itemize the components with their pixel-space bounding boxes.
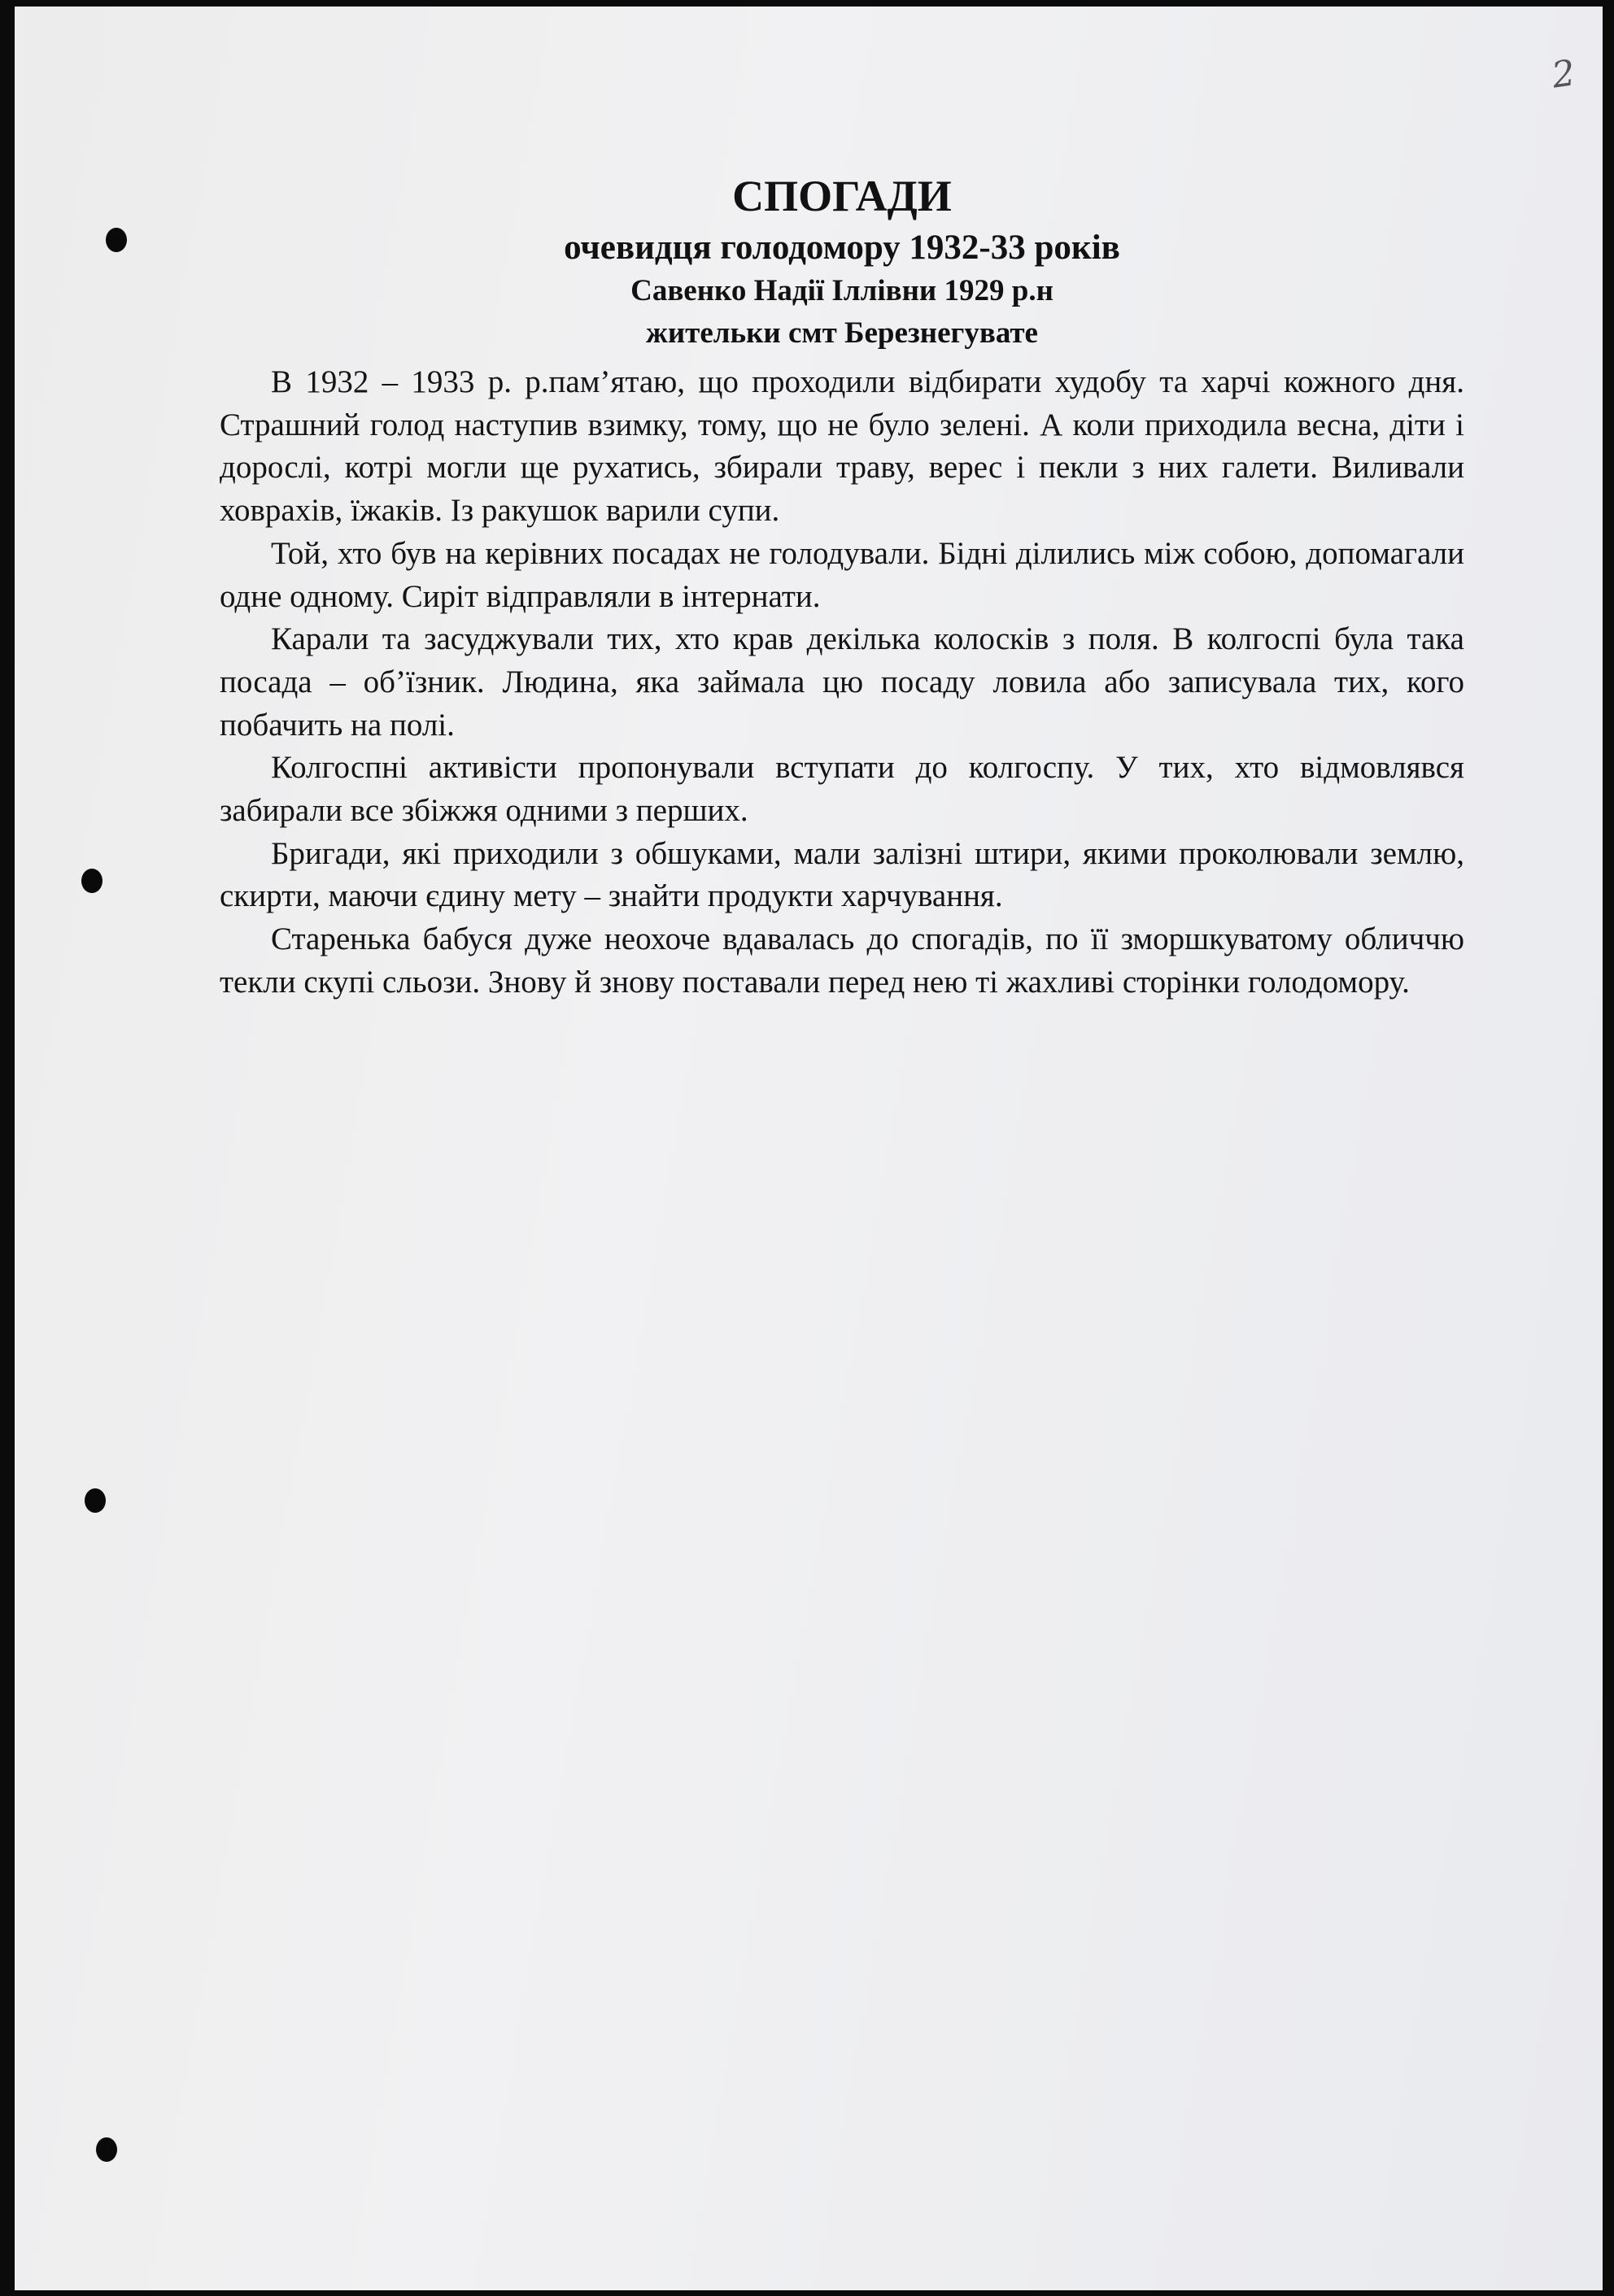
paragraph: Карали та засуджували тих, хто крав декілька колосків з поля. В колгоспі була така посада – об’їзник. Людина, яка займала цю посаду ловила або записувала тих, кого побачить на полі. — [220, 621, 1464, 743]
paragraph: Той, хто був на керівних посадах не голодували. Бідні ділились між собою, допомагали одне одному. Сиріт відправляли в інтернати. — [220, 535, 1464, 614]
document-body — [220, 361, 1464, 1004]
document-subtitle: очевидця голодомору 1932-33 років — [564, 229, 1120, 267]
paragraph: Бригади, які приходили з обшуками, мали залізні штири, якими проколювали землю, скирти, маючи єдину мету – знайти продукти харчування. — [220, 835, 1464, 914]
witness-name: Савенко Надії Іллівни 1929 р.н — [630, 274, 1053, 307]
paragraph: Старенька бабуся дуже неохоче вдавалась до спогадів, по її зморшкуватому обличчю текли скупі сльози. Знову й знову поставали перед нею ті жахливі сторінки голодомору. — [220, 921, 1464, 1000]
punch-hole — [96, 2137, 117, 2162]
punch-hole — [85, 1488, 106, 1513]
paragraph: Колгоспні активісти пропонували вступати до колгоспу. У тих, хто відмовлявся забирали все збіжжя одними з перших. — [220, 750, 1464, 829]
document-title: СПОГАДИ — [732, 172, 952, 220]
handwritten-page-number: 2 — [1549, 52, 1578, 97]
witness-residence: жительки смт Березнегувате — [646, 316, 1038, 350]
punch-hole — [106, 228, 127, 252]
paragraph: В 1932 – 1933 р. р.пам’ятаю, що проходили відбирати худобу та харчі кожного дня. Страшний голод наступив взимку, тому, що не було зелені. А коли приходила весна, діти і дорослі, котрі могли ще рухатись, збирали траву, верес і пекли з них галети. Виливали ховрахів, їжаків. Із ракушок варили супи. — [220, 364, 1464, 529]
punch-hole — [81, 869, 103, 893]
